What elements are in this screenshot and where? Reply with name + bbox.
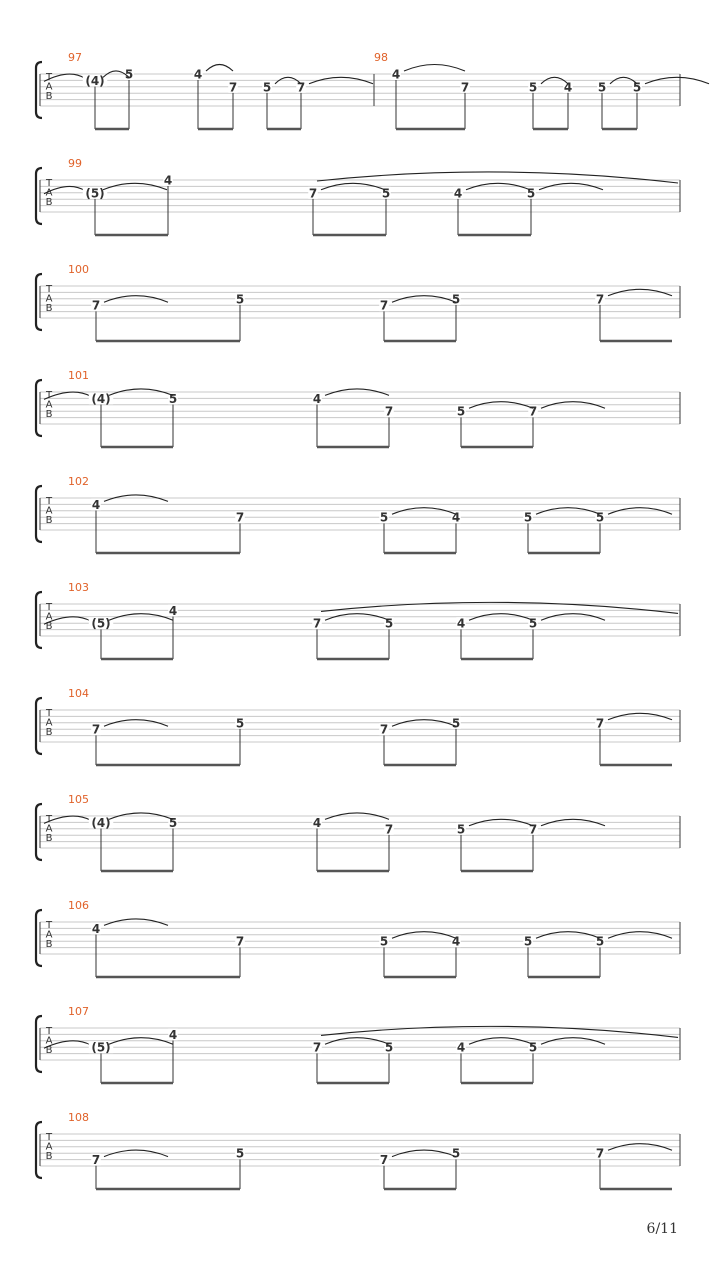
fret-number: 5 (235, 1146, 245, 1161)
tab-clef-letter: T (45, 708, 53, 719)
measure-number: 100 (68, 263, 89, 276)
fret-number: 7 (91, 722, 101, 737)
fret-number: 5 (523, 510, 533, 525)
fret-number: (5) (85, 186, 105, 201)
fret-number: 5 (456, 822, 466, 837)
fret-number: 5 (595, 934, 605, 949)
staff-system (36, 581, 680, 659)
staff-system (36, 157, 680, 235)
fret-number: 7 (91, 1153, 101, 1168)
fret-number: 7 (91, 298, 101, 313)
tab-clef-letter: A (45, 293, 53, 305)
fret-number: 5 (384, 616, 394, 631)
fret-number: 7 (528, 404, 538, 419)
staff-system (36, 51, 709, 129)
tab-clef-letter: A (45, 929, 53, 941)
fret-number: 4 (456, 616, 466, 631)
fret-number: 7 (595, 716, 605, 731)
fret-number: 4 (312, 815, 322, 830)
fret-number: 5 (384, 1040, 394, 1055)
measure-number: 107 (68, 1005, 89, 1018)
page-number: 6/11 (646, 1221, 678, 1237)
fret-number: 7 (228, 80, 238, 95)
fret-number: 5 (124, 67, 134, 82)
tab-clef-letter: T (45, 920, 53, 931)
tab-clef-letter: T (45, 178, 53, 189)
measure-number: 102 (68, 475, 89, 488)
system-bracket (36, 62, 42, 118)
tie-arc (404, 65, 465, 72)
measure-number: 97 (68, 51, 82, 64)
fret-number: 7 (235, 934, 245, 949)
fret-number: 4 (563, 80, 573, 95)
tab-clef-letter: T (45, 1132, 53, 1143)
tab-clef-letter: A (45, 611, 53, 623)
measure-number: 103 (68, 581, 89, 594)
fret-number: 5 (381, 186, 391, 201)
tab-clef-letter: T (45, 72, 53, 83)
staff-system (36, 899, 680, 977)
fret-number: 7 (595, 292, 605, 307)
measure-number: 108 (68, 1111, 89, 1124)
fret-number: 7 (384, 404, 394, 419)
fret-number: 5 (451, 292, 461, 307)
tab-clef-letter: A (45, 399, 53, 411)
tab-clef-letter: A (45, 81, 53, 93)
tab-clef-letter: B (45, 1151, 53, 1162)
system-bracket (36, 804, 42, 860)
fret-number: 5 (168, 815, 178, 830)
measure-number: 98 (374, 51, 388, 64)
fret-number: 5 (262, 80, 272, 95)
tie-arc (206, 65, 233, 72)
fret-number: 5 (456, 404, 466, 419)
tab-clef-letter: T (45, 390, 53, 401)
system-bracket (36, 698, 42, 754)
fret-number: 7 (308, 186, 318, 201)
fret-number: 5 (168, 391, 178, 406)
tab-clef-letter: T (45, 814, 53, 825)
system-bracket (36, 1122, 42, 1178)
fret-number: 5 (523, 934, 533, 949)
measure-number: 106 (68, 899, 89, 912)
fret-number: 5 (595, 510, 605, 525)
fret-number: 7 (528, 822, 538, 837)
tie-arc (317, 172, 678, 183)
tab-clef-letter: B (45, 197, 53, 208)
fret-number: 7 (379, 298, 389, 313)
fret-number: (4) (91, 391, 111, 406)
fret-number: 7 (379, 1153, 389, 1168)
fret-number: 4 (168, 603, 178, 618)
staff-system (36, 475, 680, 553)
system-bracket (36, 910, 42, 966)
fret-number: 4 (163, 173, 173, 188)
fret-number: 5 (632, 80, 642, 95)
tab-clef-letter: B (45, 833, 53, 844)
fret-number: 4 (391, 67, 401, 82)
fret-number: 4 (193, 67, 203, 82)
fret-number: 7 (595, 1146, 605, 1161)
measure-number: 105 (68, 793, 89, 806)
tab-clef-letter: A (45, 187, 53, 199)
system-bracket (36, 486, 42, 542)
fret-number: 4 (312, 391, 322, 406)
tab-clef-letter: A (45, 505, 53, 517)
fret-number: 4 (456, 1040, 466, 1055)
tab-clef-letter: T (45, 1026, 53, 1037)
tab-clef-letter: T (45, 602, 53, 613)
fret-number: 4 (453, 186, 463, 201)
staff-system (36, 263, 680, 341)
fret-number: 4 (451, 510, 461, 525)
staff-system (36, 687, 680, 765)
fret-number: 5 (451, 716, 461, 731)
tab-clef-letter: T (45, 284, 53, 295)
measure-number: 104 (68, 687, 89, 700)
fret-number: (5) (91, 1040, 111, 1055)
tab-clef-letter: A (45, 823, 53, 835)
fret-number: 5 (528, 80, 538, 95)
tab-clef-letter: B (45, 515, 53, 526)
system-bracket (36, 592, 42, 648)
fret-number: (4) (91, 815, 111, 830)
fret-number: 7 (296, 80, 306, 95)
fret-number: 5 (379, 510, 389, 525)
system-bracket (36, 168, 42, 224)
tab-clef-letter: B (45, 621, 53, 632)
measure-number: 101 (68, 369, 89, 382)
tab-clef-letter: A (45, 1035, 53, 1047)
fret-number: 5 (597, 80, 607, 95)
fret-number: 5 (526, 186, 536, 201)
fret-number: 4 (91, 497, 101, 512)
fret-number: 7 (312, 1040, 322, 1055)
staff-system (36, 1111, 680, 1189)
tab-clef-letter: B (45, 409, 53, 420)
fret-number: 5 (451, 1146, 461, 1161)
tab-clef-letter: B (45, 939, 53, 950)
tab-clef-letter: B (45, 727, 53, 738)
tab-clef-letter: B (45, 303, 53, 314)
measure-number: 99 (68, 157, 82, 170)
fret-number: 5 (235, 716, 245, 731)
tab-clef-letter: T (45, 496, 53, 507)
tab-clef-letter: A (45, 717, 53, 729)
fret-number: 4 (91, 921, 101, 936)
system-bracket (36, 1016, 42, 1072)
system-bracket (36, 274, 42, 330)
fret-number: 5 (379, 934, 389, 949)
system-bracket (36, 380, 42, 436)
fret-number: 7 (384, 822, 394, 837)
fret-number: 5 (528, 616, 538, 631)
tab-clef-letter: A (45, 1141, 53, 1153)
fret-number: (5) (91, 616, 111, 631)
fret-number: 5 (528, 1040, 538, 1055)
tab-clef-letter: B (45, 91, 53, 102)
fret-number: 4 (451, 934, 461, 949)
staff-system (36, 369, 680, 447)
fret-number: (4) (85, 73, 105, 88)
fret-number: 5 (235, 292, 245, 307)
fret-number: 7 (379, 722, 389, 737)
fret-number: 7 (235, 510, 245, 525)
staff-system (36, 793, 680, 871)
fret-number: 7 (460, 80, 470, 95)
fret-number: 7 (312, 616, 322, 631)
fret-number: 4 (168, 1027, 178, 1042)
staff-system (36, 1005, 680, 1083)
tab-clef-letter: B (45, 1045, 53, 1056)
